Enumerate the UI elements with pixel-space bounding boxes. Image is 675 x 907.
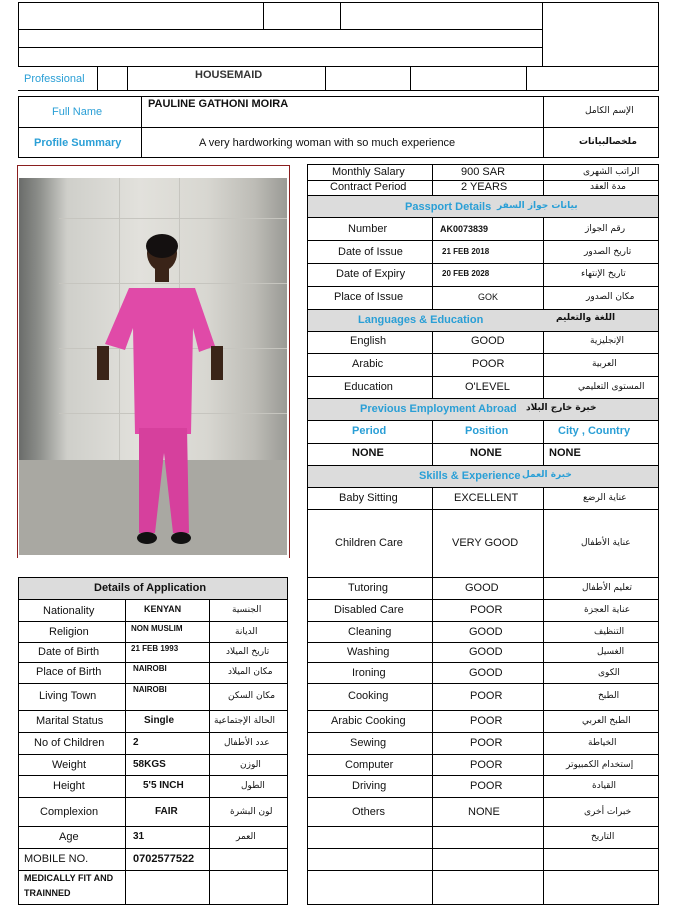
app-arabic: العمر <box>236 832 256 842</box>
education-value: O'LEVEL <box>465 381 510 393</box>
skill-arabic: الكوى <box>598 668 620 678</box>
candidate-photo <box>19 178 287 555</box>
full-name-arabic: الإسم الكامل <box>585 106 634 116</box>
arabic-label: Arabic <box>352 358 384 370</box>
profile-summary-value: A very hardworking woman with so much experience <box>199 137 456 149</box>
app-arabic: الحالة الإجتماعية <box>214 716 275 726</box>
position-value: HOUSEMAID <box>195 69 263 81</box>
skill-arabic: عناية الأطفال <box>581 538 631 548</box>
employment-header-position: Position <box>465 425 509 437</box>
expiry-date-label: Date of Expiry <box>336 268 406 280</box>
app-value: NAIROBI <box>133 685 167 694</box>
app-arabic: الجنسية <box>232 605 262 615</box>
contract-label: Contract Period <box>330 181 407 193</box>
app-arabic: لون البشرة <box>230 807 273 817</box>
skill-label: Baby Sitting <box>339 492 398 504</box>
skill-label: Cleaning <box>348 626 392 638</box>
languages-title: Languages & Education <box>358 314 484 326</box>
full-name-value: PAULINE GATHONI MOIRA <box>148 98 289 110</box>
passport-number-label: Number <box>348 223 388 235</box>
employment-title: Previous Employment Abroad <box>360 403 517 415</box>
english-label: English <box>350 335 387 347</box>
issue-place-arabic: مكان الصدور <box>586 292 635 302</box>
skill-value: NONE <box>468 806 500 818</box>
mobile-label: MOBILE NO. <box>24 853 89 865</box>
app-label: No of Children <box>34 737 105 749</box>
medical-status-line1: MEDICALLY FIT AND <box>24 873 114 883</box>
employment-header-period: Period <box>352 425 387 437</box>
skill-arabic: تعليم الأطفال <box>582 583 633 593</box>
app-value: 31 <box>133 831 145 842</box>
app-value: 58KGS <box>133 759 166 770</box>
app-value: 2 <box>133 737 139 748</box>
issue-date-value: 21 FEB 2018 <box>442 247 490 256</box>
passport-title-arabic: بيانات جواز السفر <box>497 201 578 211</box>
employment-title-arabic: خبرة خارج البلاد <box>526 403 597 413</box>
professional-label: Professional <box>24 73 85 85</box>
app-value: 21 FEB 1993 <box>131 644 179 653</box>
arabic-arabic: العربية <box>592 359 617 369</box>
app-arabic: مكان السكن <box>228 691 276 701</box>
skill-arabic: التنظيف <box>594 627 625 637</box>
salary-value: 900 SAR <box>461 166 506 178</box>
app-label: Place of Birth <box>36 666 102 678</box>
app-label: Nationality <box>43 605 95 617</box>
skill-label: Cooking <box>348 690 389 702</box>
skill-arabic: إستخدام الكمبيوتر <box>566 760 634 770</box>
expiry-date-value: 20 FEB 2028 <box>442 269 490 278</box>
arabic-value: POOR <box>472 358 505 370</box>
app-label: Marital Status <box>36 715 104 727</box>
person-figure <box>19 178 287 555</box>
issue-date-label: Date of Issue <box>338 246 403 258</box>
issue-place-value: GOK <box>478 292 499 302</box>
skill-value: VERY GOOD <box>452 537 519 549</box>
skill-value: POOR <box>470 715 503 727</box>
app-arabic: مكان الميلاد <box>228 667 273 677</box>
skill-label: Others <box>352 806 386 818</box>
app-arabic: عدد الأطفال <box>224 738 270 748</box>
passport-number-arabic: رقم الجواز <box>585 224 626 234</box>
profile-summary-label: Profile Summary <box>34 137 122 149</box>
app-value: FAIR <box>155 806 178 817</box>
skill-value: GOOD <box>469 667 503 679</box>
skill-label: Washing <box>347 646 390 658</box>
full-name-label: Full Name <box>52 106 103 118</box>
skill-value: EXCELLENT <box>454 492 519 504</box>
skill-value: GOOD <box>469 646 503 658</box>
passport-title: Passport Details <box>405 201 492 213</box>
skill-arabic: القيادة <box>592 781 616 791</box>
skill-value: GOOD <box>465 582 499 594</box>
skill-label: Computer <box>345 759 394 771</box>
app-value: NON MUSLIM <box>131 624 183 633</box>
skill-value: POOR <box>470 780 503 792</box>
education-label: Education <box>344 381 393 393</box>
skills-title-arabic: خبرة العمل <box>522 470 572 480</box>
expiry-date-arabic: تاريخ الإنتهاء <box>581 269 626 279</box>
contract-arabic: مدة العقد <box>590 182 626 192</box>
app-label: Complexion <box>40 806 99 818</box>
mobile-value: 0702577522 <box>133 853 195 865</box>
skill-arabic: الطبخ العربي <box>582 716 631 726</box>
skill-label: Arabic Cooking <box>331 715 406 727</box>
profile-summary-arabic: ملخصالبيانات <box>579 137 637 147</box>
employment-location-value: NONE <box>549 447 581 459</box>
app-value: 5'5 INCH <box>143 780 184 791</box>
skill-arabic: عناية الرضع <box>583 493 627 503</box>
skill-arabic: الطبخ <box>598 691 620 701</box>
education-arabic: المستوى التعليمي <box>578 382 645 392</box>
skill-value: POOR <box>470 690 503 702</box>
english-value: GOOD <box>471 335 505 347</box>
issue-place-label: Place of Issue <box>334 291 404 303</box>
app-label: Height <box>53 780 85 792</box>
skill-value: POOR <box>470 737 503 749</box>
skill-label: Sewing <box>350 737 387 749</box>
application-title: Details of Application <box>94 582 207 594</box>
passport-number-value: AK0073839 <box>440 224 489 234</box>
skill-label: Disabled Care <box>334 604 404 616</box>
skill-value: POOR <box>470 604 503 616</box>
app-value: NAIROBI <box>133 664 167 673</box>
app-arabic: الوزن <box>240 760 261 770</box>
app-label: Weight <box>52 759 87 771</box>
skill-arabic: الخياطة <box>588 738 617 748</box>
skills-title: Skills & Experience <box>419 470 521 482</box>
salary-label: Monthly Salary <box>332 166 405 178</box>
skill-label: Tutoring <box>348 582 388 594</box>
skill-label: Ironing <box>352 667 386 679</box>
employment-position-value: NONE <box>470 447 502 459</box>
skill-label: Driving <box>352 780 387 792</box>
skill-value: GOOD <box>469 626 503 638</box>
app-label: Date of Birth <box>38 646 100 658</box>
skill-arabic: خبرات أخرى <box>584 807 632 817</box>
english-arabic: الإنجليزية <box>590 336 624 346</box>
app-arabic: الطول <box>241 781 265 791</box>
app-value: KENYAN <box>144 604 182 614</box>
issue-date-arabic: تاريخ الصدور <box>584 247 632 257</box>
app-label: Religion <box>49 626 89 638</box>
app-label: Living Town <box>39 690 97 702</box>
app-value: Single <box>144 715 175 726</box>
skill-label: Children Care <box>335 537 403 549</box>
app-arabic: تاريخ الميلاد <box>226 647 270 657</box>
employment-header-location: City , Country <box>558 425 631 437</box>
contract-value: 2 YEARS <box>461 181 508 193</box>
app-label: Age <box>59 831 79 843</box>
skill-value: POOR <box>470 759 503 771</box>
date-arabic: التاريخ <box>591 832 615 842</box>
skill-arabic: الغسيل <box>597 647 625 657</box>
medical-status-line2: TRAINNED <box>24 888 71 898</box>
app-arabic: الديانة <box>235 627 258 637</box>
employment-period-value: NONE <box>352 447 384 459</box>
languages-title-arabic: اللغة والتعليم <box>556 313 616 323</box>
salary-arabic: الراتب الشهرى <box>583 167 640 177</box>
skill-arabic: عناية العجزة <box>584 605 631 615</box>
